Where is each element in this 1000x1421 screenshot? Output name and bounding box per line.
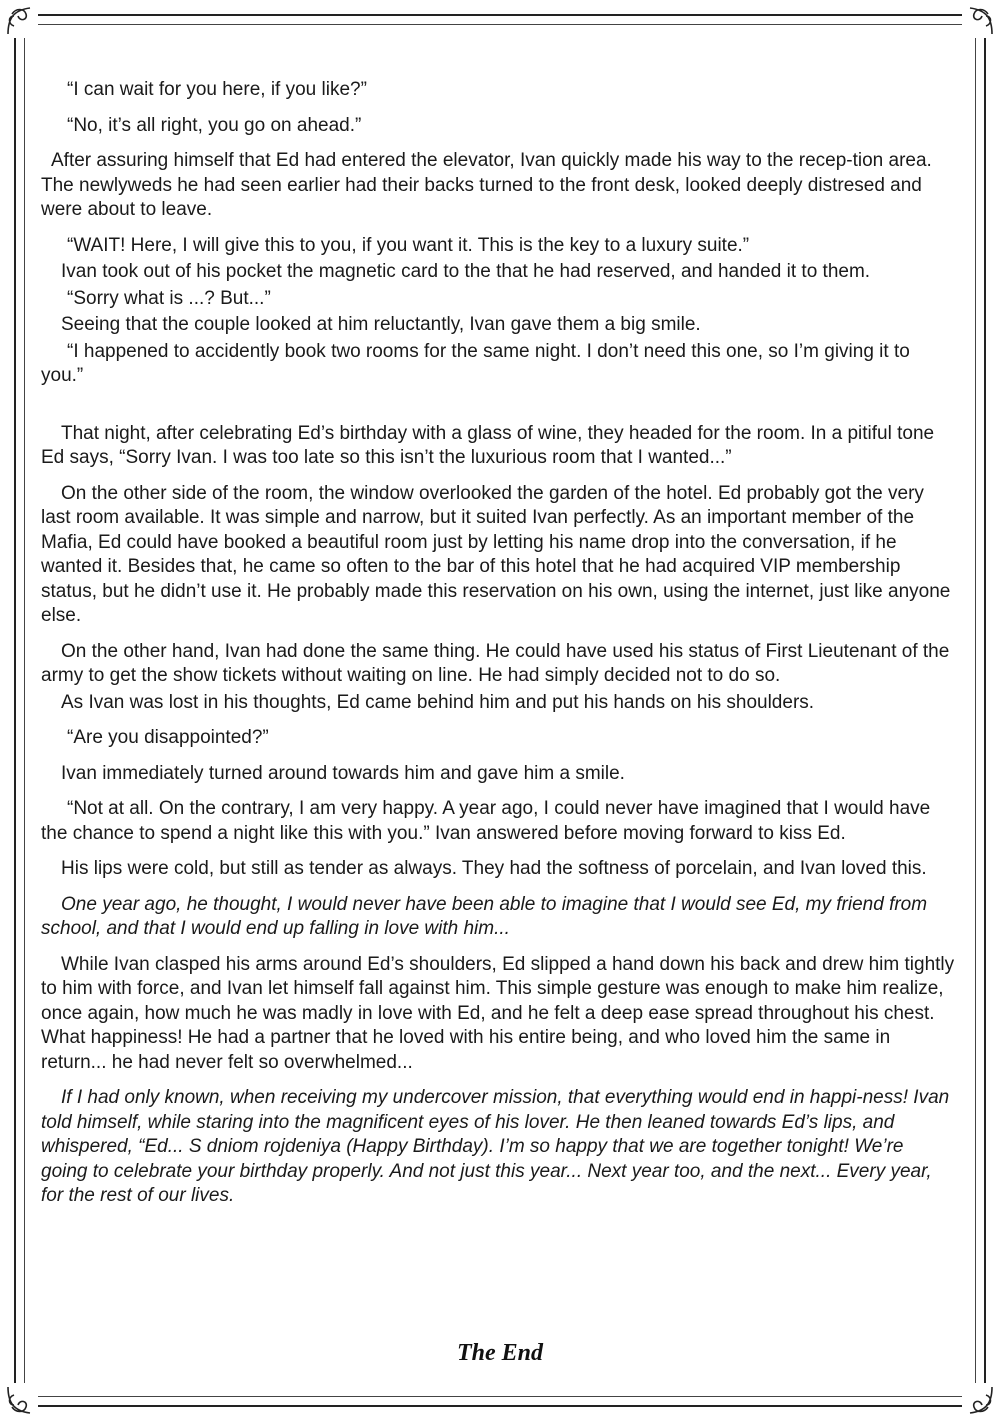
paragraph: “I happened to accidently book two rooms for the same night. I don’t need this one, so I’m giving it to you.” bbox=[41, 340, 910, 386]
corner-flourish-icon bbox=[962, 4, 996, 38]
paragraph: One year ago, he thought, I would never have been able to imagine that I would see Ed, my friend from school, and that I would end up falling in love with him... bbox=[41, 893, 928, 939]
paragraph: Ivan immediately turned around towards him and gave him a smile. bbox=[61, 762, 625, 784]
paragraph: His lips were cold, but still as tender as always. They had the softness of porcelain, and Ivan loved this. bbox=[61, 858, 927, 879]
paragraph: If I had only known, when receiving my undercover mission, that everything would end in happi-ness! Ivan told himself, while staring into the magnificent eyes of his lover. He then leaned towards Ed’s lips, and whispered, “Ed... S dniom rojdeniya (Happy Birthday). I’m so happy that we are together tonight! We’re going to celebrate your birthday properly. And not just this year... Next year too, and the next... Every year, for the rest of our lives. bbox=[41, 1087, 950, 1206]
paragraph: “Not at all. On the contrary, I am very happy. A year ago, I could never have imagined that I would have the chance to spend a night like this with you.” Ivan answered before moving forward to kiss Ed. bbox=[41, 798, 931, 844]
section-break bbox=[41, 400, 955, 422]
story-text bbox=[41, 78, 955, 1220]
paragraph: “Are you disappointed?” bbox=[67, 727, 269, 748]
paragraph: “I can wait for you here, if you like?” bbox=[67, 79, 367, 100]
paragraph: Seeing that the couple looked at him reluctantly, Ivan gave them a big smile. bbox=[61, 314, 701, 335]
paragraph: “Sorry what is ...? But...” bbox=[67, 287, 271, 309]
paragraph: While Ivan clasped his arms around Ed’s shoulders, Ed slipped a hand down his back and drew him tightly to him with force, and Ivan let himself fall against him. This simple gesture was enough to make him realize, once again, how much he was madly in love with Ed, and he felt a deep ease spread throughout his chest. What happiness! He had a partner that he loved with his entire being, and who loved him the same in return... he had never felt so overwhelmed... bbox=[41, 953, 955, 1073]
paragraph: “No, it’s all right, you go on ahead.” bbox=[67, 114, 362, 136]
paragraph: As Ivan was lost in his thoughts, Ed came behind him and put his hands on his shoulders. bbox=[61, 691, 815, 713]
paragraph: “WAIT! Here, I will give this to you, if you want it. This is the key to a luxury suite.” bbox=[67, 234, 750, 256]
paragraph: On the other side of the room, the window overlooked the garden of the hotel. Ed probably got the very last room available. It was simple and narrow, but it suited Ivan perfectly. As an important member of the Mafia, Ed could have booked a beautiful room just by letting his name drop into the conversation, if he wanted it. Besides that, he came so often to the bar of this hotel that he had acquired VIP membership status, but he didn’t use it. He probably made this reservation on his own, using the internet, just like anyone else. bbox=[41, 482, 951, 626]
corner-flourish-icon bbox=[962, 1383, 996, 1417]
corner-flourish-icon bbox=[4, 1383, 38, 1417]
the-end-text: The End bbox=[456, 1340, 544, 1366]
paragraph: That night, after celebrating Ed’s birthday with a glass of wine, they headed for the room. In a pitiful tone Ed says, “Sorry Ivan. I was too late so this isn’t the luxurious room that I wanted...” bbox=[41, 422, 935, 468]
the-end-signature bbox=[0, 1334, 1000, 1375]
corner-flourish-icon bbox=[4, 4, 38, 38]
paragraph: After assuring himself that Ed had entered the elevator, Ivan quickly made his way to the recep-tion area. The newlyweds he had seen earlier had their backs turned to the front desk, looked deeply distresed and were about to leave. bbox=[41, 150, 932, 220]
paragraph: Ivan took out of his pocket the magnetic card to the that he had reserved, and handed it to them. bbox=[61, 261, 871, 282]
paragraph: On the other hand, Ivan had done the same thing. He could have used his status of First Lieutenant of the army to get the show tickets without waiting on line. He had simply decided not to do so. bbox=[41, 640, 950, 686]
